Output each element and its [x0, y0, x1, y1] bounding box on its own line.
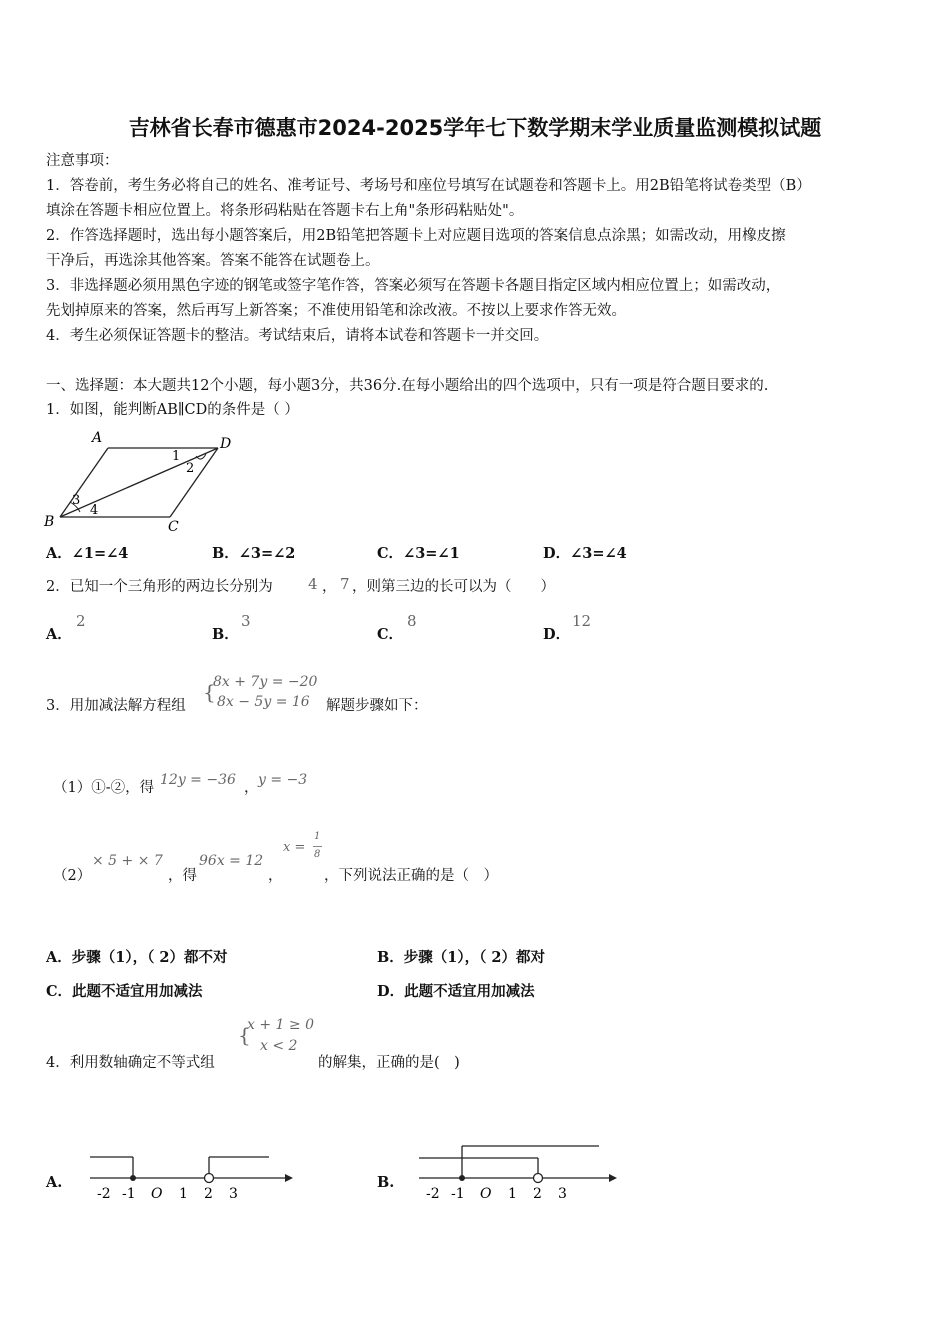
q3-step2-comma: ，: [268, 868, 283, 884]
q4-a-tick-m1: -1: [122, 1186, 136, 1202]
q4-b-tick-1: 1: [508, 1186, 517, 1202]
q3-step2-op: × 5 + × 7: [92, 853, 163, 869]
q4-b-tick-m2: -2: [426, 1186, 440, 1202]
q2-option-b-value: 3: [241, 612, 251, 630]
q1-angle-2: 2: [186, 461, 195, 476]
notice-line-2: 填涂在答题卡相应位置上。将条形码粘贴在答题卡右上角"条形码粘贴处"。: [46, 203, 524, 219]
q3-option-d[interactable]: D．此题不适宜用加减法: [377, 983, 535, 1000]
q3-eq1: 8x + 7y = −20: [213, 674, 318, 690]
q4-number-line-b: [414, 1138, 624, 1206]
q1-option-b[interactable]: B．∠3=∠2: [212, 545, 296, 562]
q4-a-tick-o: O: [151, 1186, 163, 1202]
q3-step2-den: 8: [314, 849, 321, 860]
q2-option-d-label[interactable]: D．: [543, 626, 571, 643]
q3-step1-label: （1）①-②，得: [53, 780, 155, 796]
q1-parallelogram-figure: [40, 428, 240, 536]
q4-stem-a: 4．利用数轴确定不等式组: [46, 1055, 215, 1071]
q4-number-line-a: [85, 1148, 295, 1206]
q3-option-a[interactable]: A．步骤（1），（ 2）都不对: [46, 949, 228, 966]
q1-option-d[interactable]: D．∠3=∠4: [543, 545, 627, 562]
q2-sep: ，: [322, 579, 337, 595]
q2-value-2: 7: [340, 575, 350, 593]
q2-option-c-label[interactable]: C．: [377, 626, 404, 643]
q1-angle-1: 1: [172, 449, 181, 464]
q3-option-b[interactable]: B．步骤（1），（ 2）都对: [377, 949, 545, 966]
q1-option-c[interactable]: C．∠3=∠1: [377, 545, 460, 562]
q4-ineq2: x < 2: [260, 1038, 298, 1054]
q3-step2-eq: 96x = 12: [199, 853, 264, 869]
q3-step1-eq1: 12y = −36: [160, 772, 236, 788]
notice-line-3: 2．作答选择题时，选出每小题答案后，用2B铅笔把答题卡上对应题目选项的答案信息点涂黑；如需改动，用橡皮擦: [46, 228, 786, 244]
q1-angle-3: 3: [72, 493, 81, 508]
q3-step2-num: 1: [314, 831, 321, 842]
q4-b-tick-2: 2: [533, 1186, 542, 1202]
q3-fraction-bar: [313, 846, 322, 847]
section-heading: 一、选择题：本大题共12个小题，每小题3分，共36分.在每小题给出的四个选项中，只有一项是符合题目要求的.: [46, 378, 769, 394]
q4-a-tick-3: 3: [229, 1186, 238, 1202]
notice-line-7: 4．考生必须保证答题卡的整洁。考试结束后，请将本试卷和答题卡一并交回。: [46, 328, 549, 344]
q1-label-c: C: [168, 519, 179, 535]
q1-angle-4: 4: [90, 503, 99, 518]
q4-option-b-label[interactable]: B.: [377, 1174, 395, 1191]
q3-step2-mid: ，得: [168, 868, 197, 884]
q4-b-tick-3: 3: [558, 1186, 567, 1202]
q3-eq2: 8x − 5y = 16: [217, 694, 310, 710]
q4-stem-b: 的解集，正确的是( ): [318, 1055, 460, 1071]
q3-step2-tail: ，下列说法正确的是（ ）: [324, 868, 498, 884]
q3-stem-b: 解题步骤如下：: [326, 698, 428, 714]
q2-stem-b: ，则第三边的长可以为（ ）: [352, 579, 555, 595]
q2-option-a-value: 2: [76, 612, 86, 630]
notice-line-1: 1．答卷前，考生务必将自己的姓名、准考证号、考场号和座位号填写在试题卷和答题卡上。用2B铅笔将试卷类型（B）: [46, 178, 811, 194]
q2-option-c-value: 8: [407, 612, 417, 630]
notice-heading: 注意事项：: [46, 153, 119, 169]
q4-a-tick-1: 1: [179, 1186, 188, 1202]
q3-step2-x: x =: [283, 840, 306, 855]
page-title: 吉林省长春市德惠市2024-2025学年七下数学期末学业质量监测模拟试题: [128, 116, 822, 140]
q3-brace: {: [203, 680, 216, 704]
q1-label-d: D: [220, 436, 232, 452]
q4-a-tick-2: 2: [204, 1186, 213, 1202]
q3-step2-label: （2）: [53, 868, 92, 884]
q2-option-d-value: 12: [572, 612, 592, 630]
q4-b-tick-o: O: [480, 1186, 492, 1202]
q2-option-a-label[interactable]: A．: [46, 626, 72, 643]
q1-label-a: A: [92, 430, 103, 446]
q3-stem-a: 3．用加减法解方程组: [46, 698, 186, 714]
q4-b-tick-m1: -1: [451, 1186, 465, 1202]
q4-ineq1: x + 1 ≥ 0: [247, 1017, 314, 1033]
q1-label-b: B: [44, 514, 55, 530]
q3-option-c[interactable]: C．此题不适宜用加减法: [46, 983, 203, 1000]
q2-value-1: 4: [308, 575, 318, 593]
notice-line-4: 干净后，再选涂其他答案。答案不能答在试题卷上。: [46, 253, 380, 269]
q1-option-a[interactable]: A．∠1=∠4: [46, 545, 129, 562]
q4-option-a-label[interactable]: A.: [46, 1174, 63, 1191]
q3-step1-eq2: y = −3: [258, 772, 308, 788]
q2-option-b-label[interactable]: B．: [212, 626, 239, 643]
q2-stem-a: 2．已知一个三角形的两边长分别为: [46, 579, 273, 595]
q1-stem: 1．如图，能判断AB∥CD的条件是（ ）: [46, 402, 299, 418]
q3-step1-comma: ，: [244, 780, 259, 796]
notice-line-6: 先划掉原来的答案，然后再写上新答案；不准使用铅笔和涂改液。不按以上要求作答无效。: [46, 303, 626, 319]
notice-line-5: 3．非选择题必须用黑色字迹的钢笔或签字笔作答，答案必须写在答题卡各题目指定区域内相应位置上；如需改动，: [46, 278, 781, 294]
q4-brace: {: [238, 1023, 251, 1047]
q4-a-tick-m2: -2: [97, 1186, 111, 1202]
